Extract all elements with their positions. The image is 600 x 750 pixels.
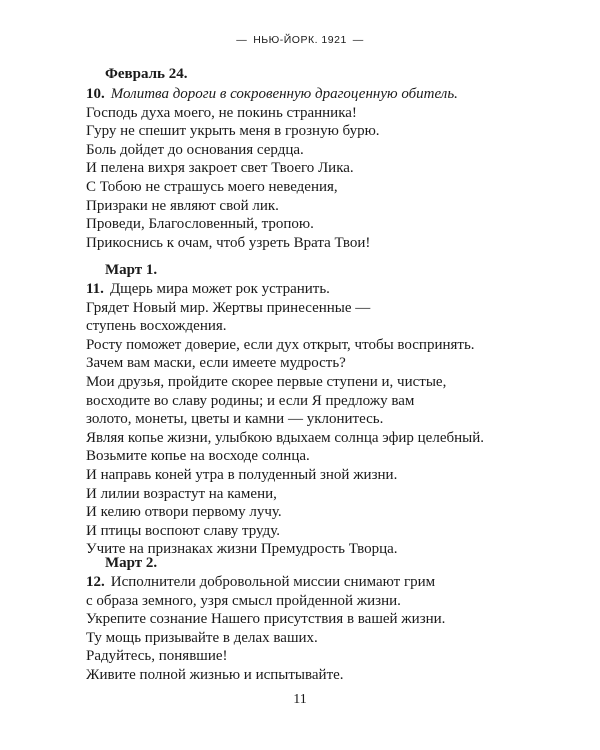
entry-first-text: Дщерь мира может рок устранить. — [109, 281, 330, 297]
verse-line: Живите полной жизнью и испытывайте. — [86, 666, 344, 683]
verse-line: Проведи, Благословенный, тропою. — [86, 216, 314, 233]
verse-line: Возьмите копье на восходе солнца. — [86, 448, 310, 465]
verse-line: Грядет Новый мир. Жертвы принесенные — — [86, 299, 371, 316]
header-dash-right: — — [352, 34, 364, 46]
entry-first-line — [86, 573, 445, 592]
verse-line: Гуру не спешит укрыть меня в грозную бурю. — [86, 123, 380, 140]
entry-first-line — [86, 280, 484, 299]
entry-title-italic: Молитва дороги в сокровенную драгоценную обитель. — [110, 86, 458, 102]
section-date: Март 2. — [105, 555, 158, 571]
section-date: Февраль 24. — [105, 66, 188, 82]
verse-line: Зачем вам маски, если имеете мудрость? — [86, 355, 346, 372]
verse-line: И пелена вихря закроет свет Твоего Лика. — [86, 160, 354, 177]
verse-line: И птицы воспоют славу труду. — [86, 522, 280, 539]
section-entry — [86, 280, 484, 559]
verse-line: ступень восхождения. — [86, 318, 227, 335]
section-entry — [86, 85, 458, 252]
verse-line: Радуйтесь, понявшие! — [86, 648, 228, 665]
verse-line: Ту мощь призывайте в делах ваших. — [86, 629, 318, 646]
verse-line: И келию отвори первому лучу. — [86, 504, 282, 521]
entry-first-text: Исполнители добровольной миссии снимают грим — [110, 574, 436, 590]
verse-line: С Тобою не страшусь моего неведения, — [86, 178, 338, 195]
verse-line: Призраки не являют свой лик. — [86, 197, 279, 214]
verse-line: с образа земного, узря смысл пройденной жизни. — [86, 592, 401, 609]
verse-line: Прикоснись к очам, чтоб узреть Врата Твои! — [86, 234, 371, 251]
verse-line: Мои друзья, пройдите скорее первые ступени и, чистые, — [86, 373, 447, 390]
verse-line: И лилии возрастут на камени, — [86, 485, 277, 502]
verse-line: Росту поможет доверие, если дух открыт, чтобы воспринять. — [86, 336, 475, 353]
verse-line: Являя копье жизни, улыбкою вдыхаем солнца эфир целебный. — [86, 429, 484, 446]
entry-first-line — [86, 85, 458, 104]
verse-line: Боль дойдет до основания сердца. — [86, 141, 304, 158]
header-dash-left: — — [236, 34, 248, 46]
header-title: НЬЮ-ЙОРК. 1921 — [253, 34, 347, 46]
entry-number: 11. — [86, 281, 104, 297]
page-number: 11 — [293, 692, 307, 707]
verse-line: восходите во славу родины; и если Я предложу вам — [86, 392, 415, 409]
verse-line: Учите на признаках жизни Премудрость Творца. — [86, 541, 398, 558]
verse-line: И направь коней утра в полуденный зной жизни. — [86, 466, 398, 483]
entry-number: 12. — [86, 574, 105, 590]
verse-line: Укрепите сознание Нашего присутствия в вашей жизни. — [86, 611, 446, 628]
entry-number: 10. — [86, 86, 105, 102]
verse-line: Господь духа моего, не покинь странника! — [86, 104, 357, 121]
running-header — [0, 34, 600, 46]
section-date: Март 1. — [105, 262, 158, 278]
verse-line: золото, монеты, цветы и камни — уклонитесь. — [86, 411, 384, 428]
section-entry — [86, 573, 445, 685]
